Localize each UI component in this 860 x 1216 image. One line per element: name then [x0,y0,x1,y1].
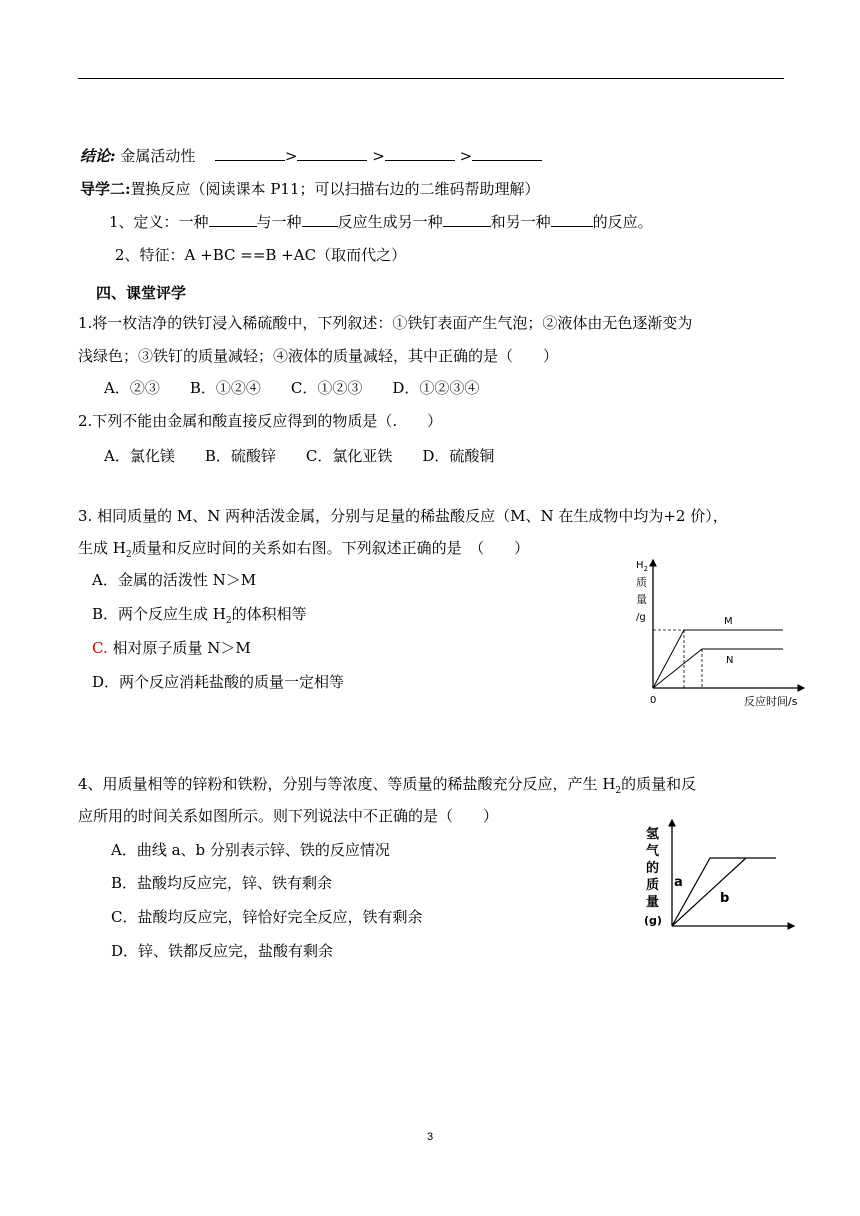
q3-line1: 3. 相同质量的 M、N 两种活泼金属，分别与足量的稀盐酸反应（M、N 在生成物中均为+2 价）， [78,507,728,525]
subscript: 2 [225,616,232,626]
y-axis-label: 量 [636,593,647,606]
y-axis-label: 气 [646,844,660,859]
y-axis-label: (g) [644,914,662,927]
greater-sign: > [372,147,385,165]
q3-line2-text: 生成 H [78,539,126,557]
series-n-line [653,649,783,688]
q4-graph [636,814,800,938]
definition-text: 的反应。 [592,213,653,231]
y-axis-label: 的 [646,861,660,876]
answer-blank[interactable] [209,212,257,227]
q3-option-c-letter: C. [92,639,108,657]
q1-line1: 1.将一枚洁净的铁钉浸入稀硫酸中，下列叙述：①铁钉表面产生气泡；②液体由无色逐渐变为 [78,314,693,332]
definition-line [109,212,653,232]
conclusion-text: 金属活动性 [120,147,196,165]
definition-text: 和另一种 [490,213,551,231]
subscript: 2 [615,786,622,796]
q3-option-b-text: 的体积相等 [231,605,307,623]
x-axis-label: 反应时间/s [744,695,798,708]
conclusion-line [80,146,542,166]
answer-blank[interactable] [443,212,491,227]
curve-b-label: b [720,891,730,906]
q4-line1-text: 4、用质量相等的锌粉和铁粉，分别与等浓度、等质量的稀盐酸充分反应，产生 H [78,775,616,793]
definition-text: 与一种 [256,213,302,231]
y-axis-label: 质 [646,878,660,893]
q4-line1 [78,774,696,794]
answer-blank[interactable] [215,146,285,161]
definition-text: 反应生成另一种 [337,213,443,231]
answer-blank[interactable] [302,212,338,227]
y-axis-label: /g [636,612,646,623]
y-axis-label: 量 [646,895,660,910]
q3-line2-text: 质量和反应时间的关系如右图。下列叙述正确的是 （ ） [131,539,530,557]
q3-line2 [78,538,529,558]
q4-line2: 应所用的时间关系如图所示。则下列说法中不正确的是（ ） [78,807,499,825]
subscript: 2 [125,550,132,560]
section-title: 四、课堂评学 [96,284,187,302]
answer-blank[interactable] [551,212,593,227]
y-axis-label: 氢 [646,827,660,842]
q3-option-c [92,638,251,658]
guide2-text: 置换反应（阅读课本 P11；可以扫描右边的二维码帮助理解） [130,180,540,198]
q3-option-b-text: B．两个反应生成 H [92,605,226,623]
q1-options: A．②③ B．①②④ C．①②③ D．①②③④ [104,379,480,397]
answer-blank[interactable] [297,146,367,161]
q3-option-d: D．两个反应消耗盐酸的质量一定相等 [92,673,345,691]
y-axis-label: 质 [636,576,647,589]
greater-sign: > [284,147,298,165]
q4-option-a: A．曲线 a、b 分别表示锌、铁的反应情况 [111,841,390,859]
series-m-label: M [724,616,733,627]
guide2-title: 导学二: [80,180,131,198]
origin-label: 0 [650,695,657,706]
answer-blank[interactable] [472,146,542,161]
greater-sign: > [459,147,473,165]
series-m-line [653,630,783,688]
answer-blank[interactable] [385,146,455,161]
guide2-heading [80,179,540,199]
q4-option-c: C．盐酸均反应完，锌恰好完全反应，铁有剩余 [111,908,423,926]
feature-line: 2、特征：A +BC ==B +AC（取而代之） [115,246,407,264]
header-rule [78,78,784,79]
series-n-label: N [726,655,734,666]
curve-a-label: a [674,875,683,890]
q4-line1-text: 的质量和反 [621,775,697,793]
y-axis-label: $H_2$ [636,560,648,573]
q3-option-b [92,604,307,624]
q3-graph [628,548,812,712]
definition-prefix: 1、定义：一种 [109,213,209,231]
q4-option-d: D．锌、铁都反应完，盐酸有剩余 [111,942,334,960]
q3-option-c-text: 相对原子质量 N＞M [112,639,251,657]
q3-option-a: A．金属的活泼性 N＞M [92,571,257,589]
page-number: 3 [426,1131,434,1143]
conclusion-label: 结论: [80,147,116,165]
q4-option-b: B．盐酸均反应完，锌、铁有剩余 [111,874,333,892]
q2-line1: 2.下列不能由金属和酸直接反应得到的物质是（. ） [78,412,443,430]
q1-line2: 浅绿色；③铁钉的质量减轻；④液体的质量减轻，其中正确的是（ ） [78,347,559,365]
q2-options: A．氯化镁 B．硫酸锌 C．氯化亚铁 D．硫酸铜 [104,447,495,465]
curve-b-line [672,858,746,926]
